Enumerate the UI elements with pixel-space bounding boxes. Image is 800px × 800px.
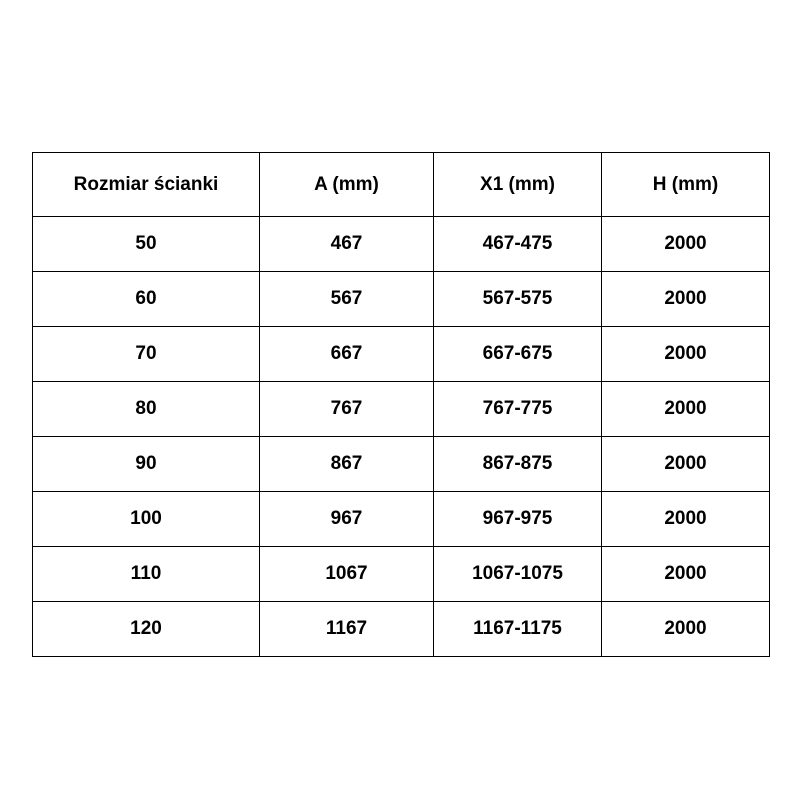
- table-row: [33, 547, 770, 602]
- cell-h: 2000: [602, 547, 770, 602]
- cell-a: 867: [260, 437, 434, 492]
- column-header-rozmiar-scianki: Rozmiar ścianki: [33, 153, 260, 217]
- cell-x1: 1067-1075: [434, 547, 602, 602]
- cell-x1: 667-675: [434, 327, 602, 382]
- table-row: [33, 217, 770, 272]
- cell-a: 967: [260, 492, 434, 547]
- cell-x1: 1167-1175: [434, 602, 602, 657]
- specification-table: [32, 152, 770, 657]
- table-header-row: [33, 153, 770, 217]
- cell-a: 1167: [260, 602, 434, 657]
- cell-a: 567: [260, 272, 434, 327]
- cell-x1: 767-775: [434, 382, 602, 437]
- cell-a: 667: [260, 327, 434, 382]
- column-header-x1-mm: X1 (mm): [434, 153, 602, 217]
- cell-h: 2000: [602, 602, 770, 657]
- cell-h: 2000: [602, 327, 770, 382]
- column-header-h-mm: H (mm): [602, 153, 770, 217]
- cell-a: 467: [260, 217, 434, 272]
- cell-rozmiar-scianki: 50: [33, 217, 260, 272]
- table-row: [33, 437, 770, 492]
- cell-h: 2000: [602, 437, 770, 492]
- table-row: [33, 327, 770, 382]
- cell-rozmiar-scianki: 110: [33, 547, 260, 602]
- cell-x1: 467-475: [434, 217, 602, 272]
- cell-a: 1067: [260, 547, 434, 602]
- table-header: [33, 153, 770, 217]
- cell-rozmiar-scianki: 70: [33, 327, 260, 382]
- table-row: [33, 492, 770, 547]
- cell-x1: 567-575: [434, 272, 602, 327]
- table-body: [33, 217, 770, 657]
- cell-h: 2000: [602, 272, 770, 327]
- cell-x1: 867-875: [434, 437, 602, 492]
- cell-rozmiar-scianki: 80: [33, 382, 260, 437]
- cell-rozmiar-scianki: 120: [33, 602, 260, 657]
- cell-rozmiar-scianki: 90: [33, 437, 260, 492]
- table-row: [33, 602, 770, 657]
- cell-rozmiar-scianki: 60: [33, 272, 260, 327]
- cell-h: 2000: [602, 382, 770, 437]
- column-header-a-mm: A (mm): [260, 153, 434, 217]
- cell-x1: 967-975: [434, 492, 602, 547]
- cell-h: 2000: [602, 217, 770, 272]
- cell-rozmiar-scianki: 100: [33, 492, 260, 547]
- specification-table-container: [32, 152, 769, 657]
- table-row: [33, 272, 770, 327]
- table-row: [33, 382, 770, 437]
- cell-h: 2000: [602, 492, 770, 547]
- cell-a: 767: [260, 382, 434, 437]
